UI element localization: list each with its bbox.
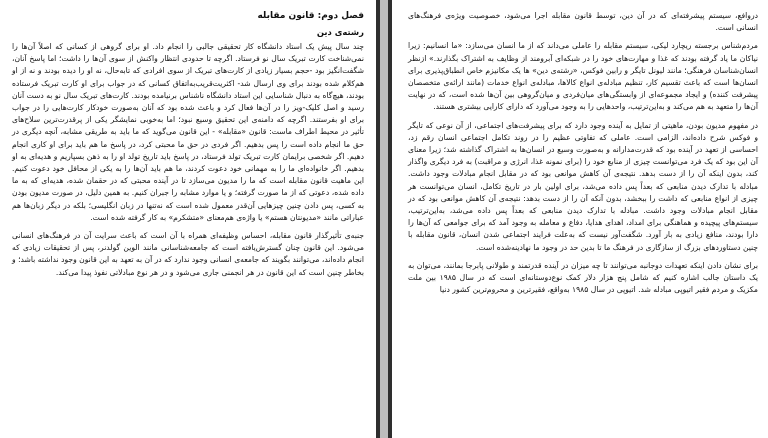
right-page (392, 0, 768, 438)
paragraph: در مفهوم مدیون بودن، ماهیتی از تمایل به آینده وجود دارد که برای پیشرفت‌های اجتماعی، از آن نوعی که تایگر و فوکس شرح داده‌اند، الزامی است. عاملی که تفاوتی عظیم را در روند تکامل اجتماعی انسان رقم زد، احساسی از تعهد در آینده بود که قدرت‌مدارانه و به‌صورت وسیع در انسان‌ها به اشتراک گذاشته شد؛ زیرا معنای آن این بود که یک فرد می‌توانست چیزی از منابع خود را (برای نمونه غذا، انرژی و مراقبت) به فرد دیگری واگذار کند، بدون اینکه آن را از دست بدهد. نتیجه‌ی آن کاهش موانعی بود که در مقابل انجام مبادلات وجود داشت. مبادله با تدارک دیدن منابعی که بعداً پس داده می‌شد، برای اولین بار در تاریخ تکامل، انسان می‌توانست هر چیزی از انواع منابعی که داشت را ببخشد، بدون آنکه آن را از دست بدهد: نتیجه‌ی آن کاهش موانعی بود که در مقابل انجام مبادلات وجود داشت. مبادله با تدارک دیدن منابعی که بعداً پس داده می‌شد، به‌این‌ترتیب، سیستم‌های پیچیده و هماهنگی برای امداد، اهدای هدایا، دفاع و معامله به وجود آمد که برای جوامعی که آن‌ها را دارا بودند، منافع زیادی به بار آورد. شگفت‌آور نیست که به‌علت فرایند اجتماعی شدن انسان، قانون مقابله با چنین دستاوردهای بزرگ از سازگاری در فرهنگ ما تا بدین حد در وجود ما نهادینه‌شده است. (408, 120, 758, 252)
subsection-title: رشته‌ی دین (316, 27, 364, 37)
paragraph: دروافع، سیستم پیشرفته‌ای که در آن دین، توسط قانون مقابله اجرا می‌شود، خصوصیت ویژه‌ی فرهنگ‌های انسانی است. (408, 11, 758, 33)
book-gutter (376, 0, 392, 438)
section-title: فصل دوم: قانون مقابله (257, 11, 364, 21)
paragraph: برای نشان دادن اینکه تعهدات دوجانبه می‌توانند تا چه میزان در آینده قدرتمند و طولانی پابرجا بمانند، می‌توان به یک داستان جالب اشاره کنیم که شامل پنج هزار دلار کمک نوع‌دوستانه‌ای است که در سال ۱۹۸۵ بین ملت مکزیک و مردم فقیر اتیوپی مبادله شد. اتیوپی در سال ۱۹۸۵ به‌واقع، فقیرترین و محروم‌ترین کشور دنیا (408, 260, 758, 295)
paragraph: چند سال پیش یک استاد دانشگاه کار تحقیقی جالبی را انجام داد. او برای گروهی از کسانی که اصلاً آن‌ها را نمی‌شناخت کارت تبریک سال نو فرستاد. اگرچه تا حدودی انتظار واکنش از سوی آن‌ها را داشت؛ اما پاسخ آنان، شگفت‌انگیز بود -حجم بسیار زیادی از کارت‌های تبریک از سوی افرادی که تابه‌حال، نه او را دیده بودند و نه از او هم‌کلام شده بودند برای وی ارسال شد- اکثریت‌قریب‌به‌اتفاق کسانی که در جواب برای او کارت تبریک فرستاده بودند، هیچ‌گاه به دنبال شناسایی این استاد دانشگاه ناشناس برنیامده بودند. کارت‌های تبریک سال نو به دست آنان رسید و اصل کلیک-ویز را در آن‌ها فعال کرد و باعث شده بود که آنان به‌صورت خودکار کارت‌هایی را در جواب برای او بفرستند. اگرچه که دامنه‌ی این تحقیق وسیع نبود؛ اما به‌خوبی نمایشگر یکی از پرقدرت‌ترین سلاح‌های تأثیر در محیط اطراف ماست: قانون «مقابله» - این قانون می‌گوید که ما باید به طریقی مشابه، آنچه دیگری در حق ما انجام داده است را پس بدهیم. اگر فردی در حق ما محبتی کرد، در پاسخ ما هم باید برای او کاری انجام دهیم. اگر شخصی برایمان کارت تبریک تولد فرستاد، در پاسخ باید تاریخ تولد او را به ذهن بسپاریم و هدیه‌ای به او بدهیم. اگر خانواده‌ای ما را به مهمانی خود دعوت کردند، ما هم باید آن‌ها را به یکی از محافل خود دعوت کنیم. این ماهیت قانون مقابله است که ما را مدیون می‌سازد تا در آینده محبتی که در حقمان شده، هدیه‌ای که به ما داده شده، دعوتی که از ما صورت گرفته؛ و یا موارد مشابه را جبران کنیم. به همین دلیل، در صورت مدیون بودن به کسی، پس دادن چنین چیزهایی آن‌قدر معمول شده است که نه‌تنها در زبان انگلیسی؛ بلکه در دیگر زبان‌ها هم عباراتی مانند «مدیونتان هستم» یا واژه‌ی هم‌معنای «متشکرم» به کار گرفته شده است. (12, 42, 364, 222)
paragraph: جنبه‌ی تأثیرگذار قانون مقابله، احساس وظیفه‌ای همراه با آن است که باعث سرایت آن در فرهنگ‌های انسانی می‌شود. این قانون چنان گسترش‌یافته است که جامعه‌شناسانی مانند الوین گولدنر، پس از تحقیقات زیادی که انجام داده‌اند، می‌توانند بگویند که جامعه‌ی انسانی وجود ندارد که در آن به تعهد به این قانون وجود نداشته باشد؛ و بخاطر چنین است که این قانون در هر انجمنی جاری می‌شود و در هر نوع مبادلاتی نفوذ پیدا می‌کند. (12, 231, 364, 277)
paragraph: مردم‌شناس برجسته ریچارد لیکی، سیستم مقابله را عاملی می‌داند که از ما انسان می‌سازد: «ما انسانیم: زیرا نیاکان ما یاد گرفته بودند که غذا و مهارت‌های خود را در شبکه‌ای آبرومند از وظایف به اشتراک بگذارند.» ازنظر انسان‌شناسان فرهنگی؛ مانند لیونل تایگر و رابین فوکس، «رشته‌ی دین» ها یک مکانیزم خاص انطباق‌پذیری برای انسان‌ها است که باعث تقسیم کار، تنظیم مبادله‌ی انواع کالاها، مبادله‌ی انواع خدمات (مانند ارائه‌ی متخصصان پیشرفت کننده) و ایجاد مجموعه‌ای از وابستگی‌های میان‌فردی و میان‌گروهی بین آن‌ها شده است، که در نهایت آن‌ها را متعهد به هم می‌کند و به‌این‌ترتیب، واحدهایی را به وجود می‌آورد که دارای کارایی بیشتری هستند. (408, 41, 758, 112)
gutter-divider (380, 0, 388, 438)
left-page (0, 0, 376, 438)
